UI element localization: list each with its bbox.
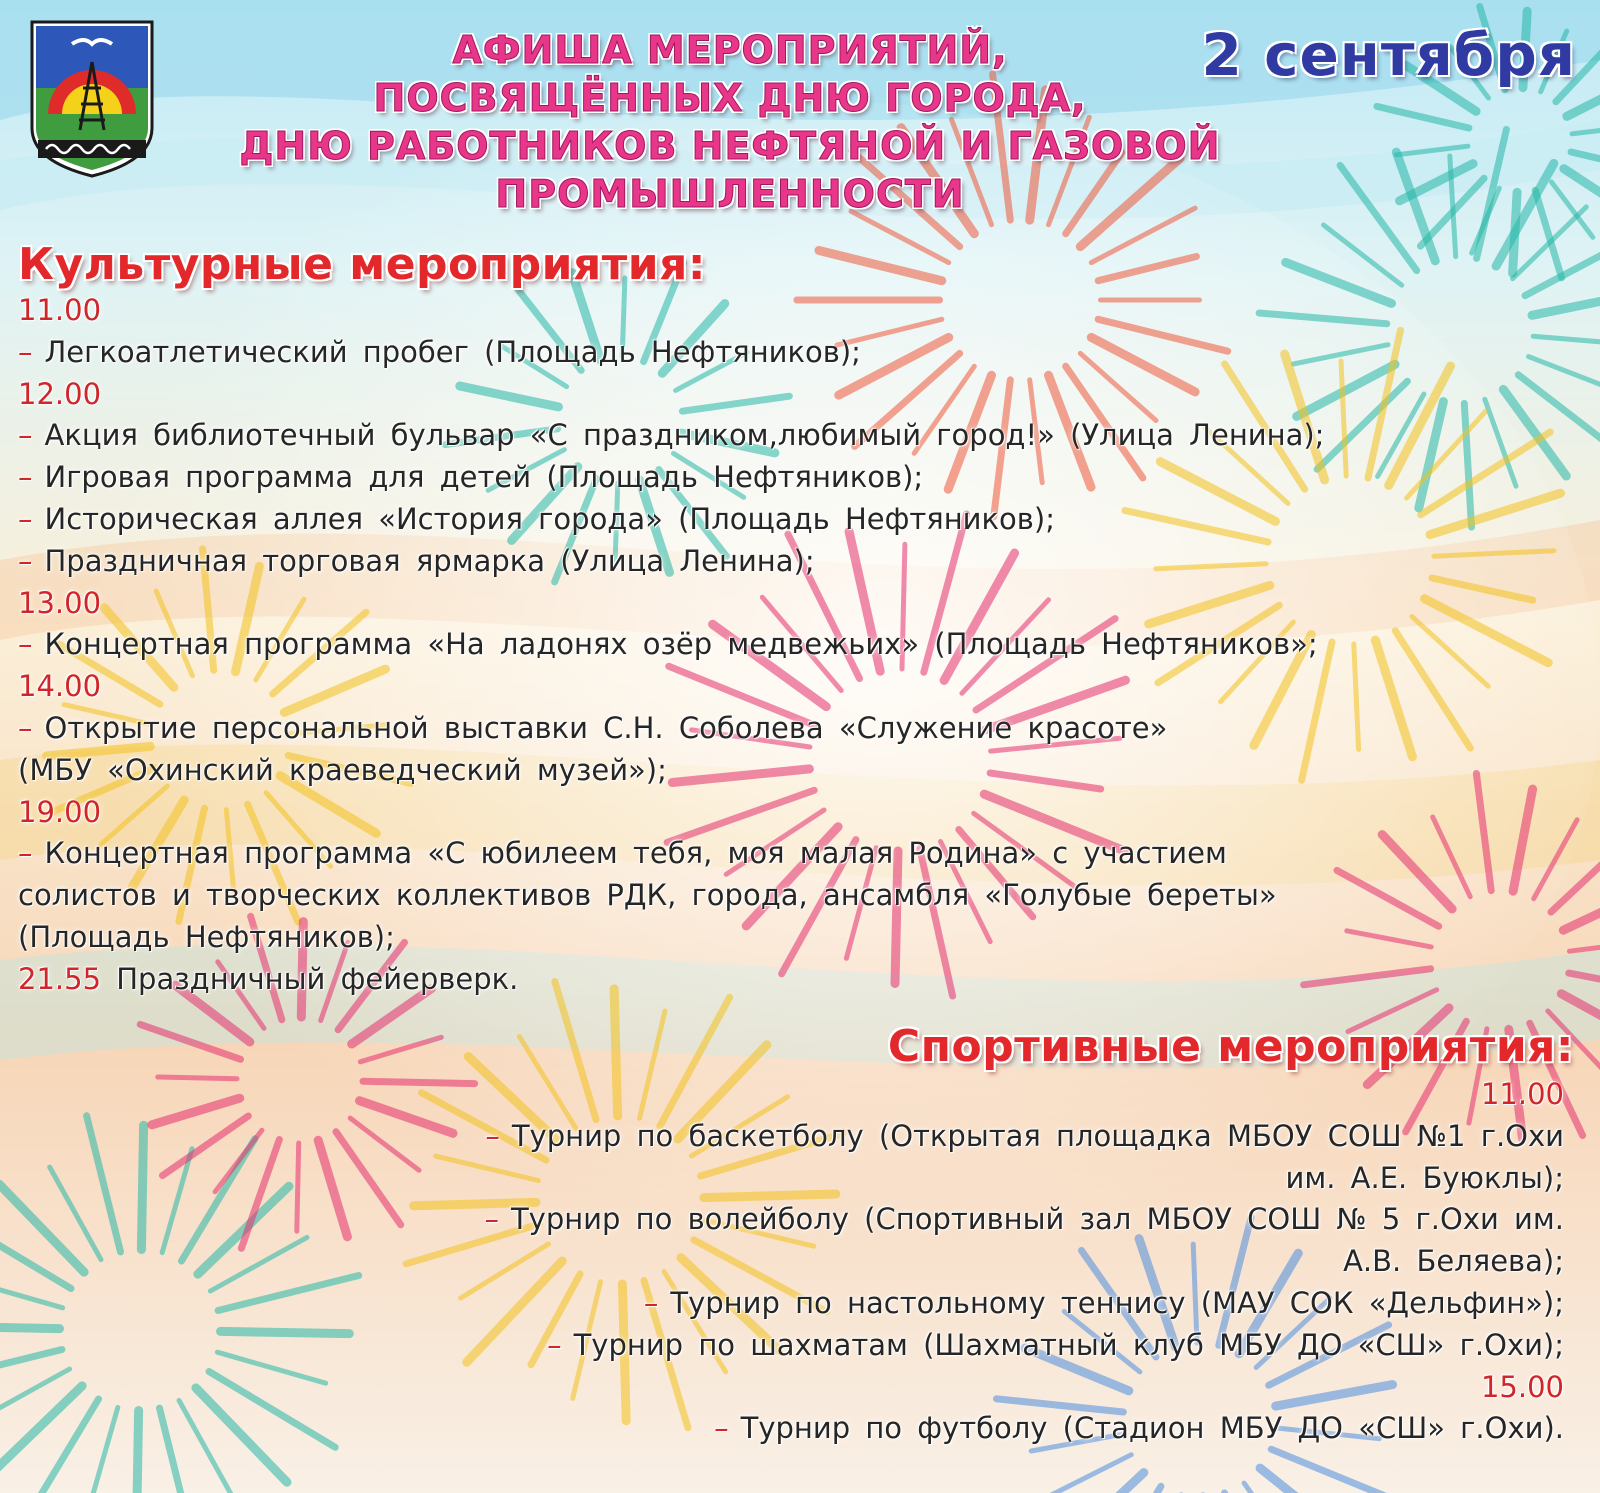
sport-event-item [484, 1325, 1564, 1367]
sport-event-continuation [484, 1158, 1564, 1200]
sport-time-row [484, 1367, 1564, 1409]
event-text: А.В. Беляева); [1343, 1244, 1564, 1279]
sport-event-item [484, 1199, 1564, 1241]
event-text: Акция библиотечный бульвар «С праздником,любимый город!» (Улица Ленина); [44, 418, 1325, 453]
event-text: Турнир по шахматам (Шахматный клуб МБУ ДО «СШ» г.Охи); [573, 1327, 1564, 1362]
event-time: 14.00 [18, 669, 102, 704]
event-text: Легкоатлетический пробег (Площадь Нефтяников); [44, 334, 861, 369]
poster-header [150, 26, 1310, 218]
event-text: Турнир по футболу (Стадион МБУ ДО «СШ» г.Охи). [740, 1411, 1564, 1446]
culture-event-item [18, 708, 1324, 750]
sport-event-list [484, 1074, 1564, 1450]
sport-event-continuation [484, 1241, 1564, 1283]
list-dash: – [18, 501, 33, 536]
event-date: 2 сентября [1201, 21, 1576, 89]
event-text: солистов и творческих коллективов РДК, города, ансамбля «Голубые береты» [18, 878, 1277, 913]
event-time: 15.00 [1480, 1369, 1564, 1404]
culture-event-item [18, 457, 1324, 499]
culture-event-continuation [18, 917, 1324, 959]
sport-event-item [484, 1283, 1564, 1325]
culture-event-item [18, 833, 1324, 875]
list-dash: – [643, 1285, 659, 1320]
list-dash: – [547, 1327, 562, 1362]
event-text: Открытие персональной выставки С.Н. Соболева «Служение красоте» [44, 710, 1168, 745]
culture-time-row [18, 666, 1324, 708]
event-time: 13.00 [18, 585, 102, 620]
culture-event-item [18, 541, 1324, 583]
culture-timed-event [18, 959, 1324, 1001]
list-dash: – [484, 1202, 499, 1237]
sport-time-row [484, 1074, 1564, 1116]
event-time: 11.00 [18, 293, 102, 327]
event-text: (Площадь Нефтяников); [18, 919, 395, 954]
event-time: 12.00 [18, 376, 102, 411]
culture-event-item [18, 332, 1324, 374]
list-dash: – [18, 836, 33, 871]
event-text: Праздничный фейерверк. [116, 961, 519, 996]
list-dash: – [18, 334, 33, 369]
event-time: 11.00 [1480, 1077, 1564, 1111]
event-text: Концертная программа «На ладонях озёр медвежьих» (Площадь Нефтяников»; [44, 627, 1318, 662]
header-line-1: АФИША МЕРОПРИЯТИЙ, [452, 28, 1008, 72]
event-text: им. А.Е. Буюклы); [1285, 1160, 1564, 1195]
culture-event-item [18, 499, 1324, 541]
event-time: 19.00 [18, 794, 102, 829]
city-coat-of-arms-icon [28, 18, 156, 178]
culture-time-row [18, 374, 1324, 416]
culture-event-continuation [18, 875, 1324, 917]
culture-section-title: Культурные мероприятия: [18, 239, 706, 290]
list-dash: – [18, 543, 33, 578]
event-text: Турнир по баскетболу (Открытая площадка МБОУ СОШ №1 г.Охи [511, 1118, 1564, 1153]
event-time: 21.55 [18, 961, 102, 996]
culture-time-row [18, 583, 1324, 625]
header-line-2: ПОСВЯЩЁННЫХ ДНЮ ГОРОДА, [373, 76, 1087, 120]
event-text: Турнир по настольному теннису (МАУ СОК «Дельфин»); [670, 1285, 1564, 1320]
culture-event-continuation [18, 750, 1324, 792]
event-text: Историческая аллея «История города» (Площадь Нефтяников); [44, 501, 1055, 536]
event-text: Игровая программа для детей (Площадь Нефтяников); [44, 460, 924, 495]
sport-event-item [484, 1116, 1564, 1158]
culture-time-row [18, 792, 1324, 834]
culture-event-list [18, 290, 1324, 1001]
culture-event-item [18, 415, 1324, 457]
header-line-3: ДНЮ РАБОТНИКОВ НЕФТЯНОЙ И ГАЗОВОЙ ПРОМЫШЛЕННОСТИ [239, 124, 1221, 216]
culture-time-row [18, 290, 1324, 332]
list-dash: – [18, 418, 33, 453]
event-text: Турнир по волейболу (Спортивный зал МБОУ СОШ № 5 г.Охи им. [510, 1202, 1564, 1237]
list-dash: – [714, 1411, 729, 1446]
sport-event-item [484, 1408, 1564, 1450]
list-dash: – [18, 710, 33, 745]
event-text: (МБУ «Охинский краеведческий музей»); [18, 752, 667, 787]
culture-event-item [18, 624, 1324, 666]
list-dash: – [485, 1118, 500, 1153]
list-dash: – [18, 627, 33, 662]
event-text: Праздничная торговая ярмарка (Улица Ленина); [44, 543, 815, 578]
event-text: Концертная программа «С юбилеем тебя, моя малая Родина» с участием [44, 836, 1227, 871]
sport-section-title: Спортивные мероприятия: [887, 1021, 1574, 1072]
list-dash: – [18, 460, 33, 495]
